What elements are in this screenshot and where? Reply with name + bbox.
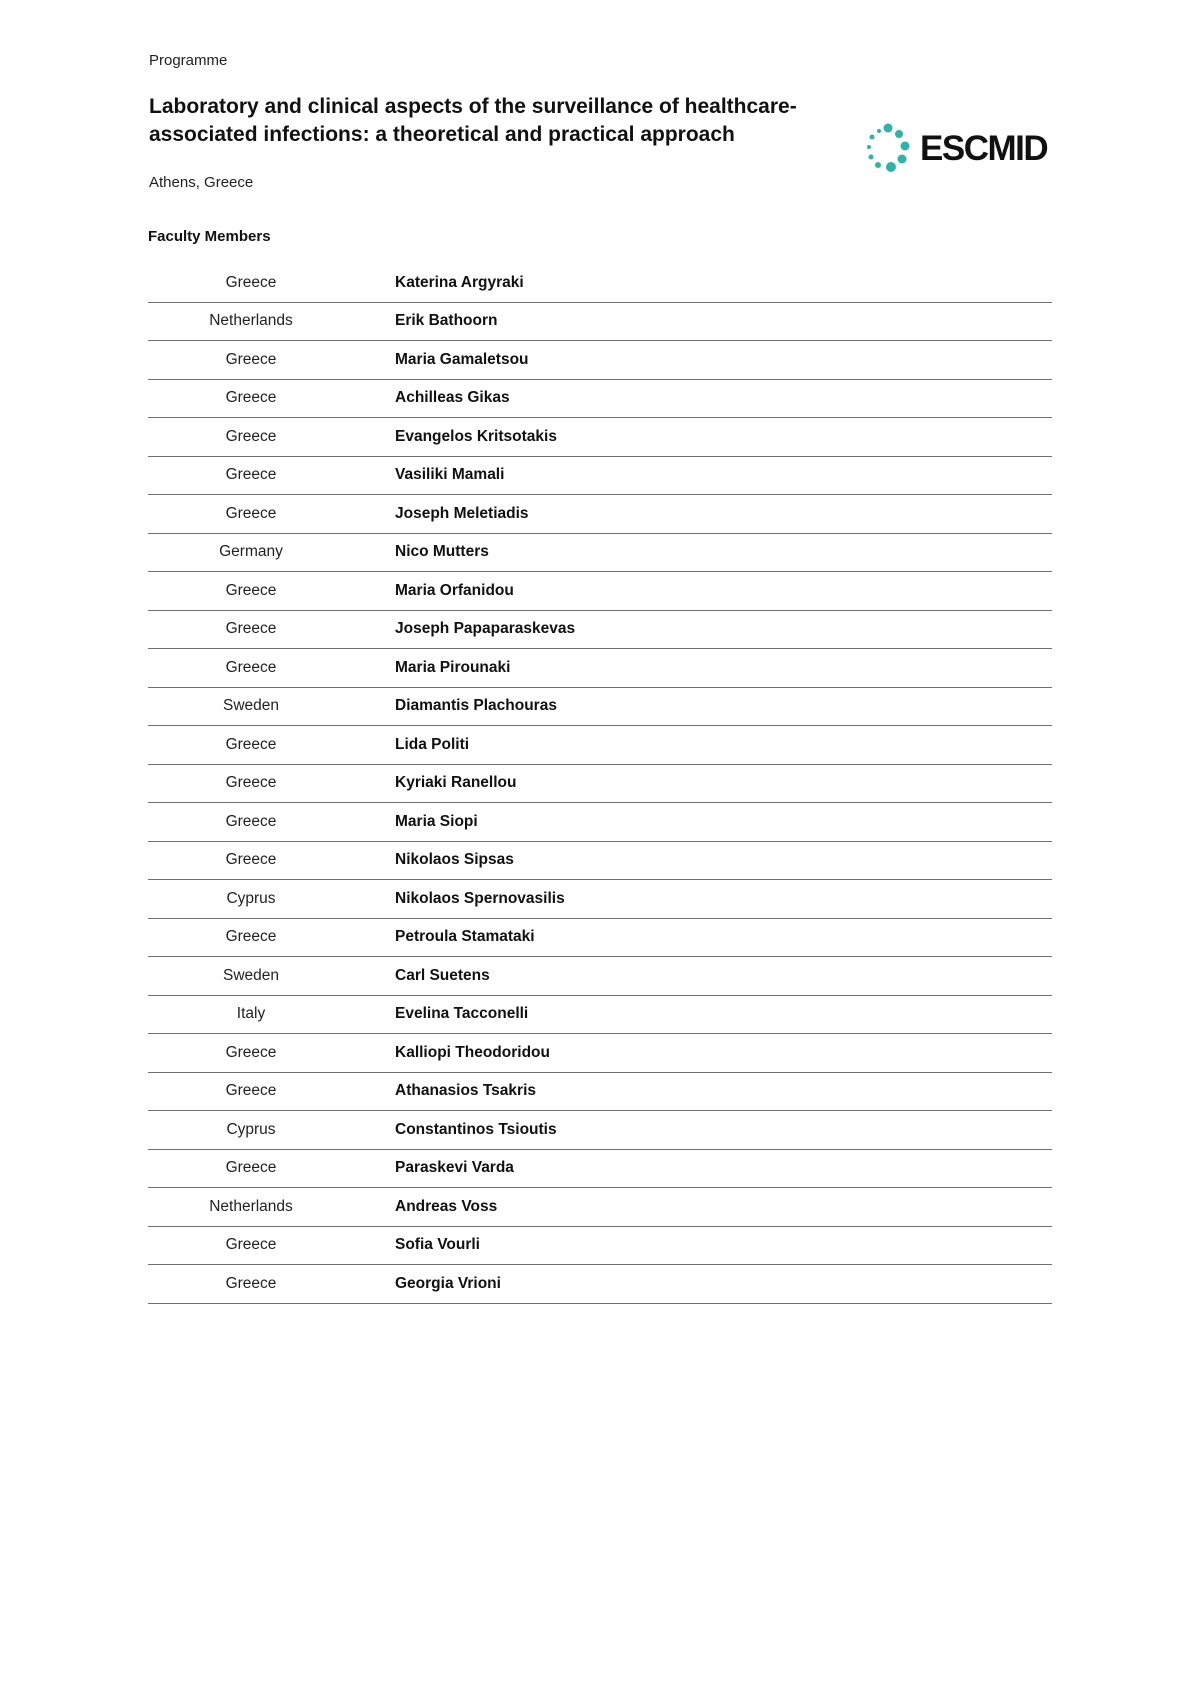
table-row <box>148 533 1052 572</box>
event-location: Athens, Greece <box>149 174 254 191</box>
member-name: Vasiliki Mamali <box>354 456 1052 495</box>
table-row <box>148 726 1052 765</box>
member-country: Greece <box>148 918 354 957</box>
table-row <box>148 610 1052 649</box>
table-row <box>148 379 1052 418</box>
table-row <box>148 302 1052 341</box>
member-name: Georgia Vrioni <box>354 1265 1052 1304</box>
member-name: Joseph Papaparaskevas <box>354 610 1052 649</box>
faculty-table <box>148 264 1052 1304</box>
escmid-dots-logo-icon <box>862 122 918 176</box>
member-name: Sofia Vourli <box>354 1226 1052 1265</box>
member-country: Greece <box>148 1034 354 1073</box>
table-row <box>148 764 1052 803</box>
member-name: Diamantis Plachouras <box>354 687 1052 726</box>
member-name: Nico Mutters <box>354 533 1052 572</box>
member-name: Katerina Argyraki <box>354 264 1052 302</box>
member-name: Nikolaos Sipsas <box>354 841 1052 880</box>
member-country: Sweden <box>148 957 354 996</box>
member-country: Germany <box>148 533 354 572</box>
member-country: Greece <box>148 1149 354 1188</box>
table-row <box>148 918 1052 957</box>
member-country: Greece <box>148 379 354 418</box>
page-title: Laboratory and clinical aspects of the surveillance of healthcare-associated infections: a theoretical and practical approach <box>149 95 797 146</box>
member-country: Greece <box>148 456 354 495</box>
table-row <box>148 687 1052 726</box>
table-row <box>148 649 1052 688</box>
member-country: Greece <box>148 1265 354 1304</box>
member-name: Kyriaki Ranellou <box>354 764 1052 803</box>
table-row <box>148 1265 1052 1304</box>
member-name: Maria Pirounaki <box>354 649 1052 688</box>
member-country: Greece <box>148 572 354 611</box>
table-row <box>148 880 1052 919</box>
member-name: Maria Siopi <box>354 803 1052 842</box>
table-row <box>148 418 1052 457</box>
member-name: Maria Gamaletsou <box>354 341 1052 380</box>
table-row <box>148 995 1052 1034</box>
member-country: Cyprus <box>148 880 354 919</box>
table-row <box>148 957 1052 996</box>
member-country: Greece <box>148 1226 354 1265</box>
table-row <box>148 495 1052 534</box>
member-name: Evangelos Kritsotakis <box>354 418 1052 457</box>
document-type-label: Programme <box>149 52 228 69</box>
faculty-heading: Faculty Members <box>148 228 271 245</box>
member-country: Netherlands <box>148 302 354 341</box>
table-row <box>148 572 1052 611</box>
member-country: Greece <box>148 264 354 302</box>
member-name: Petroula Stamataki <box>354 918 1052 957</box>
table-row <box>148 1188 1052 1227</box>
escmid-logo <box>862 122 1052 176</box>
member-name: Constantinos Tsioutis <box>354 1111 1052 1150</box>
member-country: Greece <box>148 418 354 457</box>
member-name: Joseph Meletiadis <box>354 495 1052 534</box>
member-name: Maria Orfanidou <box>354 572 1052 611</box>
member-name: Carl Suetens <box>354 957 1052 996</box>
table-row <box>148 1149 1052 1188</box>
member-country: Greece <box>148 803 354 842</box>
table-row <box>148 803 1052 842</box>
member-country: Sweden <box>148 687 354 726</box>
member-name: Achilleas Gikas <box>354 379 1052 418</box>
member-country: Greece <box>148 1072 354 1111</box>
table-row <box>148 841 1052 880</box>
member-country: Italy <box>148 995 354 1034</box>
member-name: Lida Politi <box>354 726 1052 765</box>
member-country: Greece <box>148 841 354 880</box>
member-country: Greece <box>148 610 354 649</box>
table-row <box>148 1034 1052 1073</box>
member-country: Greece <box>148 726 354 765</box>
member-name: Nikolaos Spernovasilis <box>354 880 1052 919</box>
member-country: Greece <box>148 649 354 688</box>
member-name: Andreas Voss <box>354 1188 1052 1227</box>
member-country: Greece <box>148 341 354 380</box>
table-row <box>148 1072 1052 1111</box>
table-row <box>148 456 1052 495</box>
faculty-table-body <box>148 264 1052 1303</box>
member-country: Cyprus <box>148 1111 354 1150</box>
table-row <box>148 264 1052 302</box>
member-country: Netherlands <box>148 1188 354 1227</box>
member-name: Athanasios Tsakris <box>354 1072 1052 1111</box>
member-name: Erik Bathoorn <box>354 302 1052 341</box>
member-country: Greece <box>148 495 354 534</box>
logo-wordmark: ESCMID <box>920 129 1048 168</box>
member-name: Paraskevi Varda <box>354 1149 1052 1188</box>
table-row <box>148 341 1052 380</box>
table-row <box>148 1226 1052 1265</box>
member-name: Evelina Tacconelli <box>354 995 1052 1034</box>
member-name: Kalliopi Theodoridou <box>354 1034 1052 1073</box>
member-country: Greece <box>148 764 354 803</box>
table-row <box>148 1111 1052 1150</box>
